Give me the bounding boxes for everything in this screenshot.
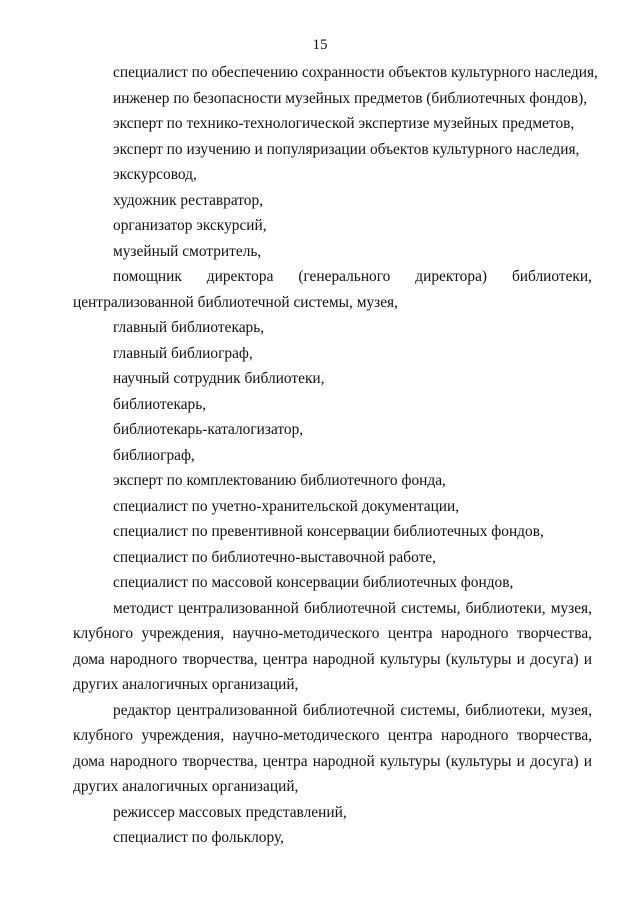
paragraph-assistant bbox=[73, 264, 592, 315]
paragraph-line: клубного учреждения, научно-методического центра народного творчества, bbox=[73, 727, 592, 744]
paragraph-line: методист централизованной библиотечной системы, библиотеки, музея, bbox=[113, 599, 592, 617]
list-item: главный библиотекарь, bbox=[113, 319, 265, 336]
list-item: специалист по массовой консервации библиотечных фондов, bbox=[113, 574, 514, 591]
list-item: инженер по безопасности музейных предметов (библиотечных фондов), bbox=[113, 89, 588, 107]
list-item: экскурсовод, bbox=[113, 166, 197, 183]
list-item: музейный смотритель, bbox=[113, 242, 262, 260]
list-item: организатор экскурсий, bbox=[113, 217, 267, 234]
list-item: специалист по учетно-хранительской документации, bbox=[113, 497, 460, 515]
list-item: библиотекарь, bbox=[113, 395, 207, 413]
page-number: 15 bbox=[312, 37, 328, 53]
list-item: режиссер массовых представлений, bbox=[113, 803, 347, 821]
list-item: библиотекарь-каталогизатор, bbox=[113, 421, 304, 438]
list-item: эксперт по комплектованию библиотечного фонда, bbox=[113, 472, 446, 489]
paragraph-line: клубного учреждения, научно-методического центра народного творчества, bbox=[73, 625, 592, 642]
list-item: главный библиограф, bbox=[113, 344, 253, 362]
paragraph-line: дома народного творчества, центра народной культуры (культуры и досуга) и bbox=[73, 650, 592, 668]
paragraph-line: централизованной библиотечной системы, музея, bbox=[73, 293, 398, 311]
list-item: эксперт по технико-технологической экспертизе музейных предметов, bbox=[113, 115, 575, 132]
list-item: художник реставратор, bbox=[113, 191, 264, 209]
paragraph-line: помощник директора (генерального директора) библиотеки, bbox=[113, 268, 592, 285]
list-item: научный сотрудник библиотеки, bbox=[113, 370, 325, 387]
list-item: специалист по библиотечно-выставочной работе, bbox=[113, 548, 436, 566]
list-item: специалист по превентивной консервации библиотечных фондов, bbox=[113, 523, 544, 540]
document-body bbox=[73, 60, 598, 851]
list-item: эксперт по изучению и популяризации объектов культурного наследия, bbox=[113, 140, 580, 158]
list-item: специалист по фольклору, bbox=[113, 829, 284, 846]
list-item: специалист по обеспечению сохранности объектов культурного наследия, bbox=[113, 64, 598, 81]
paragraph-line: редактор централизованной библиотечной системы, библиотеки, музея, bbox=[113, 701, 592, 719]
paragraph-line: других аналогичных организаций, bbox=[73, 676, 299, 693]
paragraph-line: дома народного творчества, центра народной культуры (культуры и досуга) и bbox=[73, 752, 592, 770]
paragraph-methodist bbox=[73, 596, 592, 698]
paragraph-line: других аналогичных организаций, bbox=[73, 778, 299, 795]
paragraph-editor bbox=[73, 698, 592, 800]
list-item: библиограф, bbox=[113, 446, 195, 464]
